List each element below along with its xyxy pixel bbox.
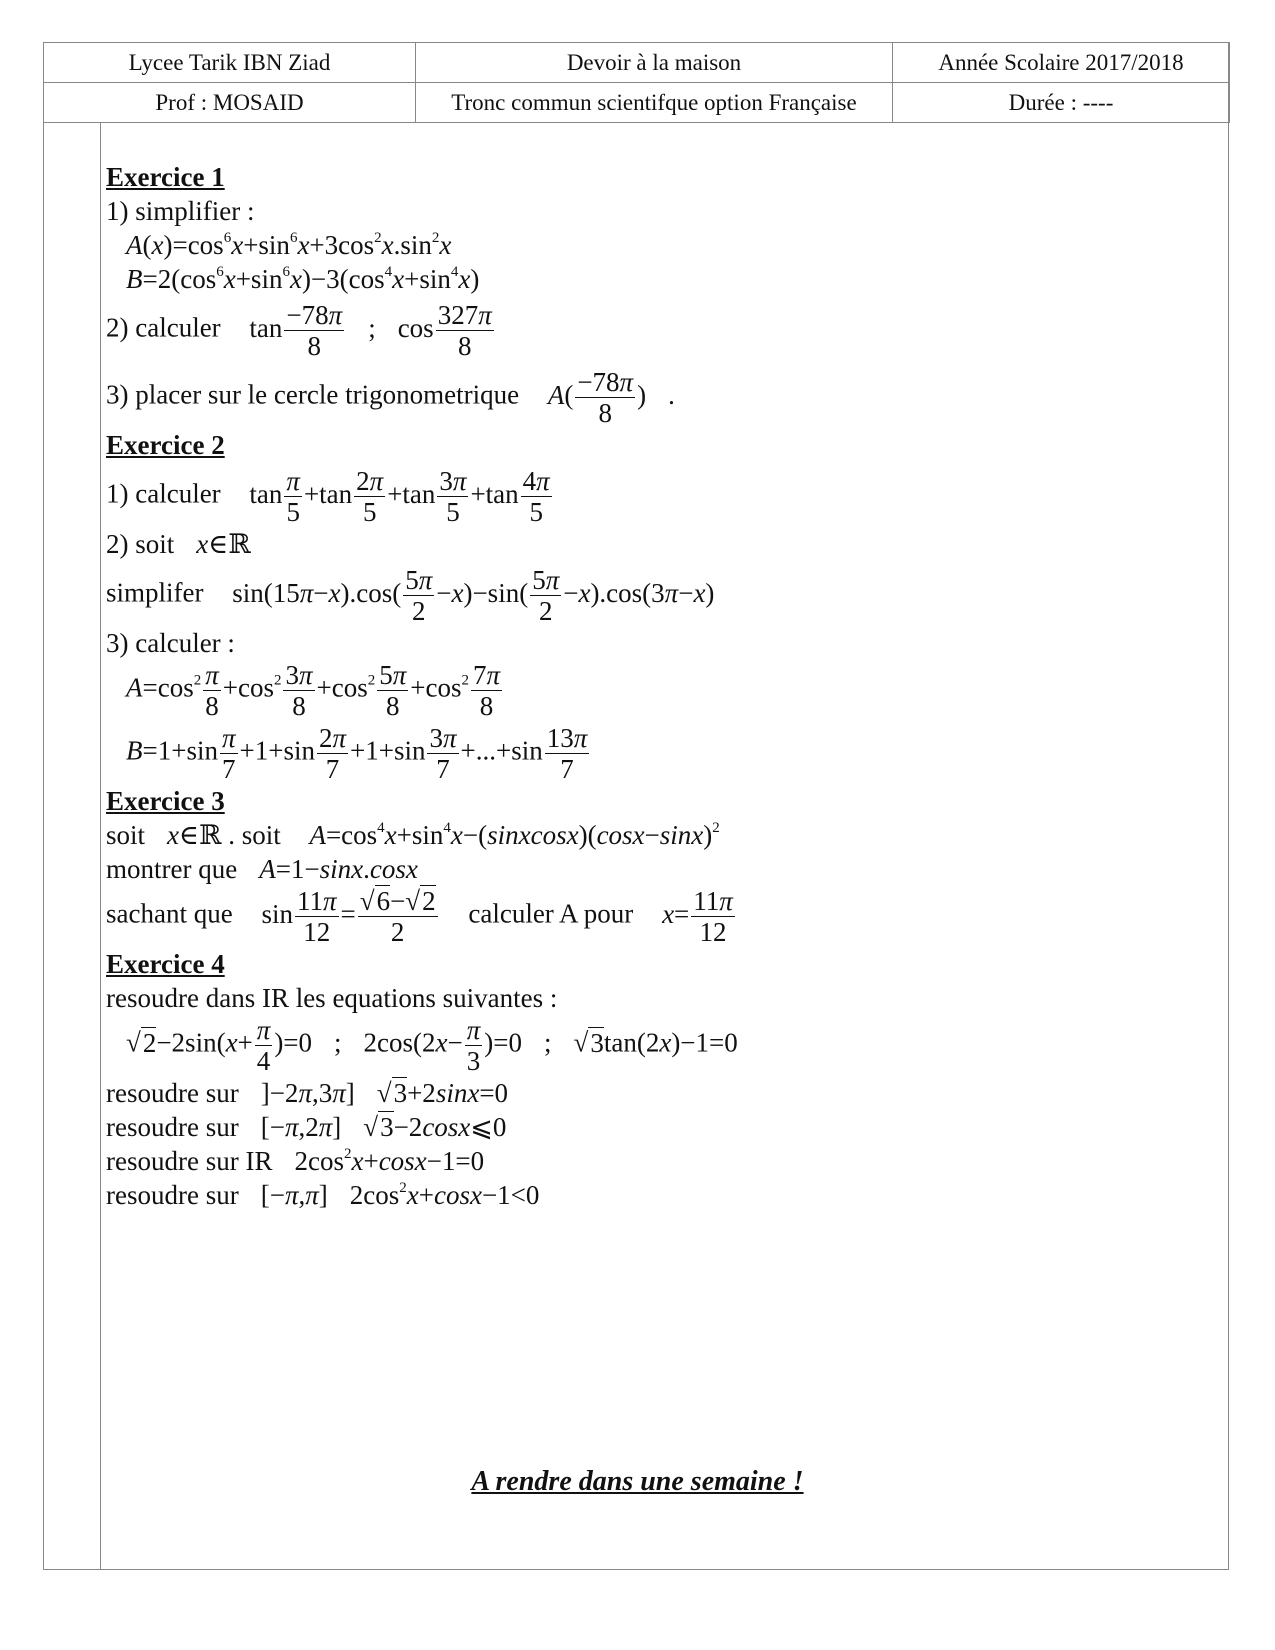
- question-label: resoudre sur IR: [106, 1146, 273, 1176]
- question-label: resoudre sur: [106, 1180, 239, 1210]
- ex1-expr-b: $B=2(\cos^6x+\sin^6x)-3(\cos^4x+\sin^4x)$: [126, 264, 480, 294]
- ex2-expr-b: B=1+sin $\frac{\pi}{7}$ +1+sin $\frac{2\pi}{7}$ +1+sin $\frac{3\pi}{7}$ +...+sin $\frac{13\pi}{7}$: [126, 723, 588, 784]
- ex4-solve-1: resoudre sur ]−2π,3π] √3+2sinx=0: [106, 1078, 509, 1108]
- ex4-solve-3: resoudre sur IR $2\cos^2x+\cos x-1=0$: [106, 1146, 485, 1176]
- question-label: sachant que: [106, 898, 233, 929]
- header-row-2: [44, 83, 1230, 123]
- question-label: 2) calculer: [106, 312, 221, 343]
- ex3-show: montrer que A=1−sinx.cosx: [106, 854, 418, 884]
- ex2-expr-a: $A=\cos^2$ $\frac{\pi}{8}$ $+\cos^2$ $\frac{3\pi}{8}$ $+\cos^2$ $\frac{5\pi}{8}$ $+\cos^2$ $\frac{7\pi}{8}$: [126, 660, 500, 721]
- question-label: resoudre dans IR les equations suivantes :: [106, 983, 558, 1013]
- footer-note: A rendre dans une semaine !: [471, 1466, 804, 1497]
- question-label: calculer A pour: [468, 898, 634, 929]
- question-label: 2) soit: [106, 529, 175, 559]
- header-row-1: [44, 43, 1230, 83]
- ex4-intro: [106, 981, 1206, 1015]
- question-label: 1) simplifier :: [106, 196, 255, 226]
- question-label: . soit: [228, 820, 281, 850]
- ex2-heading: [106, 428, 1206, 462]
- ex4-solve-2: resoudre sur [−π,2π] √3−2cosx⩽0: [106, 1112, 507, 1142]
- ex1-heading: [106, 160, 1206, 194]
- question-label: resoudre sur: [106, 1112, 239, 1142]
- school-year: Année Scolaire 2017/2018: [893, 43, 1230, 83]
- duration: Durée : ----: [893, 83, 1230, 123]
- ex2-simplify: simplifer sin(15π−x).cos( $\frac{5\pi}{2}$ −x)−sin( $\frac{5\pi}{2}$ −x).cos(3π−x): [106, 565, 715, 626]
- question-label: soit: [106, 820, 146, 850]
- ex2-q2: 2) soit x∈ℝ: [106, 529, 251, 559]
- school-name: Lycee Tarik IBN Ziad: [44, 43, 416, 83]
- exercise-title: Exercice 1: [106, 162, 225, 192]
- question-label: 3) calculer :: [106, 628, 235, 658]
- exercise-title: Exercice 3: [106, 786, 225, 816]
- header-table: [43, 42, 1230, 123]
- question-label: montrer que: [106, 854, 238, 884]
- exercise-title: Exercice 4: [106, 949, 225, 979]
- ex4-equations: √2−2sin(x+ $\frac{\pi}{4}$ )=0 ; 2cos(2x− $\frac{\pi}{3}$ )=0 ; √3tan(2x)−1=0: [126, 1015, 738, 1076]
- teacher-name: Prof : MOSAID: [44, 83, 416, 123]
- ex3-statement: soit x∈ℝ . soit $A=\cos^4x+\sin^4x-(sinxcosx)(\cos x-\sin x)^2$: [106, 820, 720, 850]
- ex1-expr-a: $A(x)=\cos^6x+\sin^6x+3\cos^2x.\sin^2x$: [126, 230, 452, 260]
- exercises-content: [106, 160, 1206, 1212]
- ex1-q2: 2) calculer tan $\frac{-78\pi}{8}$ ; cos $\frac{327\pi}{8}$: [106, 300, 492, 361]
- ex4-heading: [106, 947, 1206, 981]
- ex1-q3: 3) placer sur le cercle trigonometrique A( $\frac{-78\pi}{8}$ ) .: [106, 367, 675, 428]
- question-label: simplifer: [106, 577, 204, 608]
- ex2-q1: 1) calculer tan $\frac{\pi}{5}$ +tan $\frac{2\pi}{5}$ +tan $\frac{3\pi}{5}$ +tan $\frac{4\pi}{5}$: [106, 466, 550, 527]
- ex2-q3: [106, 626, 1206, 660]
- question-label: 3) placer sur le cercle trigonometrique: [106, 379, 520, 410]
- class-name: Tronc commun scientifque option Française: [416, 83, 893, 123]
- ex3-heading: [106, 784, 1206, 818]
- question-label: 1) calculer: [106, 478, 221, 509]
- exercise-title: Exercice 2: [106, 430, 225, 460]
- ex1-q1: [106, 194, 1206, 228]
- ex4-solve-4: resoudre sur [−π,π] $2\cos^2x+\cos x-1<0$: [106, 1180, 540, 1210]
- document-type: Devoir à la maison: [416, 43, 893, 83]
- margin-line: [100, 123, 101, 1570]
- ex3-knowing: sachant que sin $\frac{11\pi}{12}$ = $\frac{√6-√2}{2}$ calculer A pour x= $\frac{11\pi}{12}$: [106, 886, 733, 947]
- question-label: resoudre sur: [106, 1078, 239, 1108]
